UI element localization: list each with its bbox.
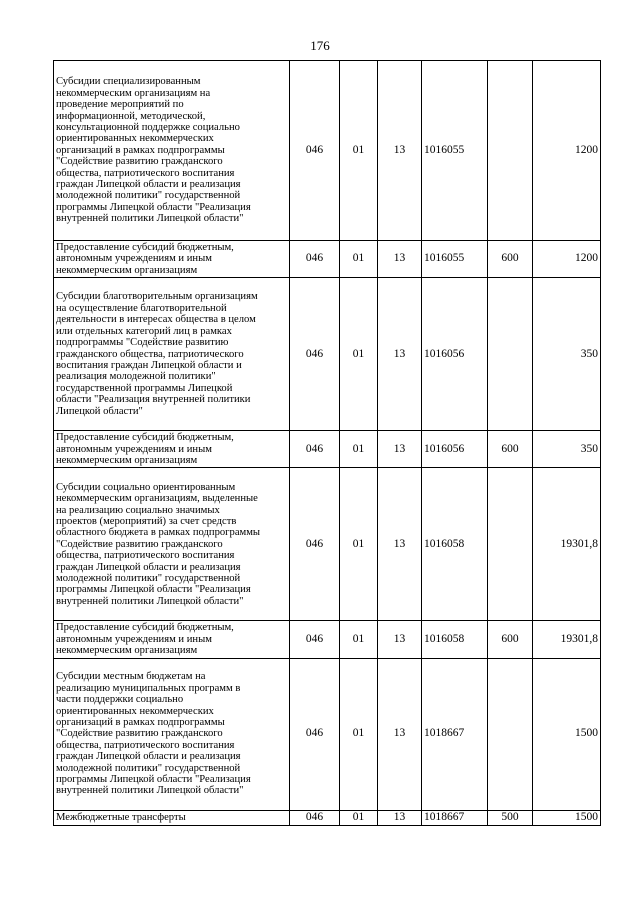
cell-ministry: 046 [290, 278, 340, 431]
name-line: автономным учреждениям и иным [56, 443, 212, 455]
cell-subsection: 13 [378, 621, 422, 658]
table-row [54, 278, 601, 431]
cell-expense-type [488, 61, 533, 241]
cell-amount: 19301,8 [533, 468, 601, 621]
cell-ministry: 046 [290, 431, 340, 468]
name-line: некоммерческим организациям на [56, 87, 211, 99]
name-line: деятельности в интересах общества в целом [56, 314, 256, 326]
cell-subsection: 13 [378, 658, 422, 810]
name-line: Предоставление субсидий бюджетным, [56, 622, 234, 634]
cell-ministry: 046 [290, 810, 340, 825]
cell-amount: 350 [533, 278, 601, 431]
name-line: граждан Липецкой области и реализация [56, 561, 241, 573]
cell-expense-type [488, 278, 533, 431]
budget-table [53, 60, 601, 826]
cell-section: 01 [340, 278, 378, 431]
cell-subsection: 13 [378, 241, 422, 278]
name-line: общества, патриотического воспитания [56, 739, 235, 751]
table-row [54, 468, 601, 621]
cell-name [54, 61, 290, 241]
cell-target: 1016055 [422, 61, 488, 241]
name-line: реализацию муниципальных программ в [56, 682, 241, 694]
name-line: на осуществление благотворительной [56, 302, 227, 314]
cell-target: 1018667 [422, 658, 488, 810]
cell-target: 1018667 [422, 810, 488, 825]
cell-target: 1016055 [422, 241, 488, 278]
cell-amount: 1500 [533, 658, 601, 810]
table-row [54, 810, 601, 825]
name-line: проектов (мероприятий) за счет средств [56, 515, 237, 527]
name-line: или отдельных категорий лиц в рамках [56, 325, 232, 337]
cell-target: 1016056 [422, 278, 488, 431]
name-line: общества, патриотического воспитания [56, 550, 235, 562]
cell-name [54, 810, 290, 825]
name-line: части поддержки социально [56, 694, 184, 706]
cell-expense-type: 600 [488, 241, 533, 278]
cell-section: 01 [340, 431, 378, 468]
cell-name [54, 621, 290, 658]
name-line: программы Липецкой области "Реализация [56, 201, 251, 213]
name-line: Межбюджетные трансферты [56, 811, 186, 823]
name-line: автономным учреждениям и иным [56, 633, 212, 645]
name-line: программы Липецкой области "Реализация [56, 774, 251, 786]
budget-table-body [54, 61, 601, 826]
name-line: воспитания граждан Липецкой области и [56, 359, 242, 371]
name-line: некоммерческим организациям [56, 645, 198, 657]
name-line: Субсидии местным бюджетам на [56, 671, 206, 683]
name-line: молодежной политики" государственной [56, 572, 241, 584]
table-row [54, 431, 601, 468]
name-line: ориентированных некоммерческих [56, 705, 214, 717]
cell-expense-type [488, 658, 533, 810]
cell-section: 01 [340, 621, 378, 658]
name-line: подпрограммы "Содействие развитию [56, 337, 229, 349]
table-row [54, 621, 601, 658]
table-row [54, 658, 601, 810]
cell-amount: 1200 [533, 61, 601, 241]
table-row [54, 61, 601, 241]
cell-section: 01 [340, 468, 378, 621]
name-line: граждан Липецкой области и реализация [56, 751, 241, 763]
cell-expense-type [488, 468, 533, 621]
name-line: на реализацию социально значимых [56, 504, 220, 516]
name-line: областного бюджета в рамках подпрограммы [56, 527, 261, 539]
name-line: организаций в рамках подпрограммы [56, 717, 225, 729]
name-line: внутренней политики Липецкой области" [56, 213, 244, 225]
cell-name [54, 468, 290, 621]
cell-subsection: 13 [378, 61, 422, 241]
name-line: Липецкой области" [56, 405, 143, 417]
name-line: граждан Липецкой области и реализация [56, 179, 241, 191]
name-line: общества, патриотического воспитания [56, 167, 235, 179]
name-line: "Содействие развитию гражданского [56, 538, 223, 550]
cell-name [54, 241, 290, 278]
cell-ministry: 046 [290, 621, 340, 658]
cell-target: 1016056 [422, 431, 488, 468]
name-line: программы Липецкой области "Реализация [56, 584, 251, 596]
cell-section: 01 [340, 61, 378, 241]
cell-subsection: 13 [378, 278, 422, 431]
name-line: организаций в рамках подпрограммы [56, 144, 225, 156]
name-line: некоммерческим организациям [56, 455, 198, 467]
name-line: информационной, методической, [56, 110, 206, 122]
name-line: Субсидии социально ориентированным [56, 481, 236, 493]
name-line: реализация молодежной политики" [56, 371, 216, 383]
name-line: ориентированных некоммерческих [56, 133, 214, 145]
name-line: области "Реализация внутренней политики [56, 394, 251, 406]
name-line: внутренней политики Липецкой области" [56, 595, 244, 607]
table-row [54, 241, 601, 278]
cell-subsection: 13 [378, 810, 422, 825]
cell-amount: 19301,8 [533, 621, 601, 658]
name-line: внутренней политики Липецкой области" [56, 785, 244, 797]
cell-amount: 350 [533, 431, 601, 468]
name-line: Субсидии благотворительным организациям [56, 291, 258, 303]
cell-ministry: 046 [290, 241, 340, 278]
cell-subsection: 13 [378, 468, 422, 621]
cell-target: 1016058 [422, 468, 488, 621]
cell-name [54, 278, 290, 431]
cell-name [54, 431, 290, 468]
cell-ministry: 046 [290, 658, 340, 810]
name-line: молодежной политики" государственной [56, 190, 241, 202]
name-line: молодежной политики" государственной [56, 762, 241, 774]
cell-expense-type: 500 [488, 810, 533, 825]
cell-ministry: 046 [290, 468, 340, 621]
cell-subsection: 13 [378, 431, 422, 468]
cell-ministry: 046 [290, 61, 340, 241]
name-line: некоммерческим организациям [56, 264, 198, 276]
cell-section: 01 [340, 658, 378, 810]
name-line: некоммерческим организациям, выделенные [56, 493, 258, 505]
cell-section: 01 [340, 810, 378, 825]
page-number: 176 [310, 38, 330, 53]
name-line: Субсидии специализированным [56, 76, 201, 88]
cell-name [54, 658, 290, 810]
name-line: гражданского общества, патриотического [56, 348, 244, 360]
cell-section: 01 [340, 241, 378, 278]
name-line: "Содействие развитию гражданского [56, 156, 223, 168]
cell-expense-type: 600 [488, 621, 533, 658]
name-line: Предоставление субсидий бюджетным, [56, 242, 234, 253]
name-line: "Содействие развитию гражданского [56, 728, 223, 740]
cell-expense-type: 600 [488, 431, 533, 468]
name-line: автономным учреждениям и иным [56, 253, 212, 265]
cell-target: 1016058 [422, 621, 488, 658]
name-line: государственной программы Липецкой [56, 382, 233, 394]
cell-amount: 1200 [533, 241, 601, 278]
name-line: консультационной поддержке социально [56, 121, 240, 133]
cell-amount: 1500 [533, 810, 601, 825]
name-line: Предоставление субсидий бюджетным, [56, 432, 234, 444]
name-line: проведение мероприятий по [56, 99, 184, 111]
